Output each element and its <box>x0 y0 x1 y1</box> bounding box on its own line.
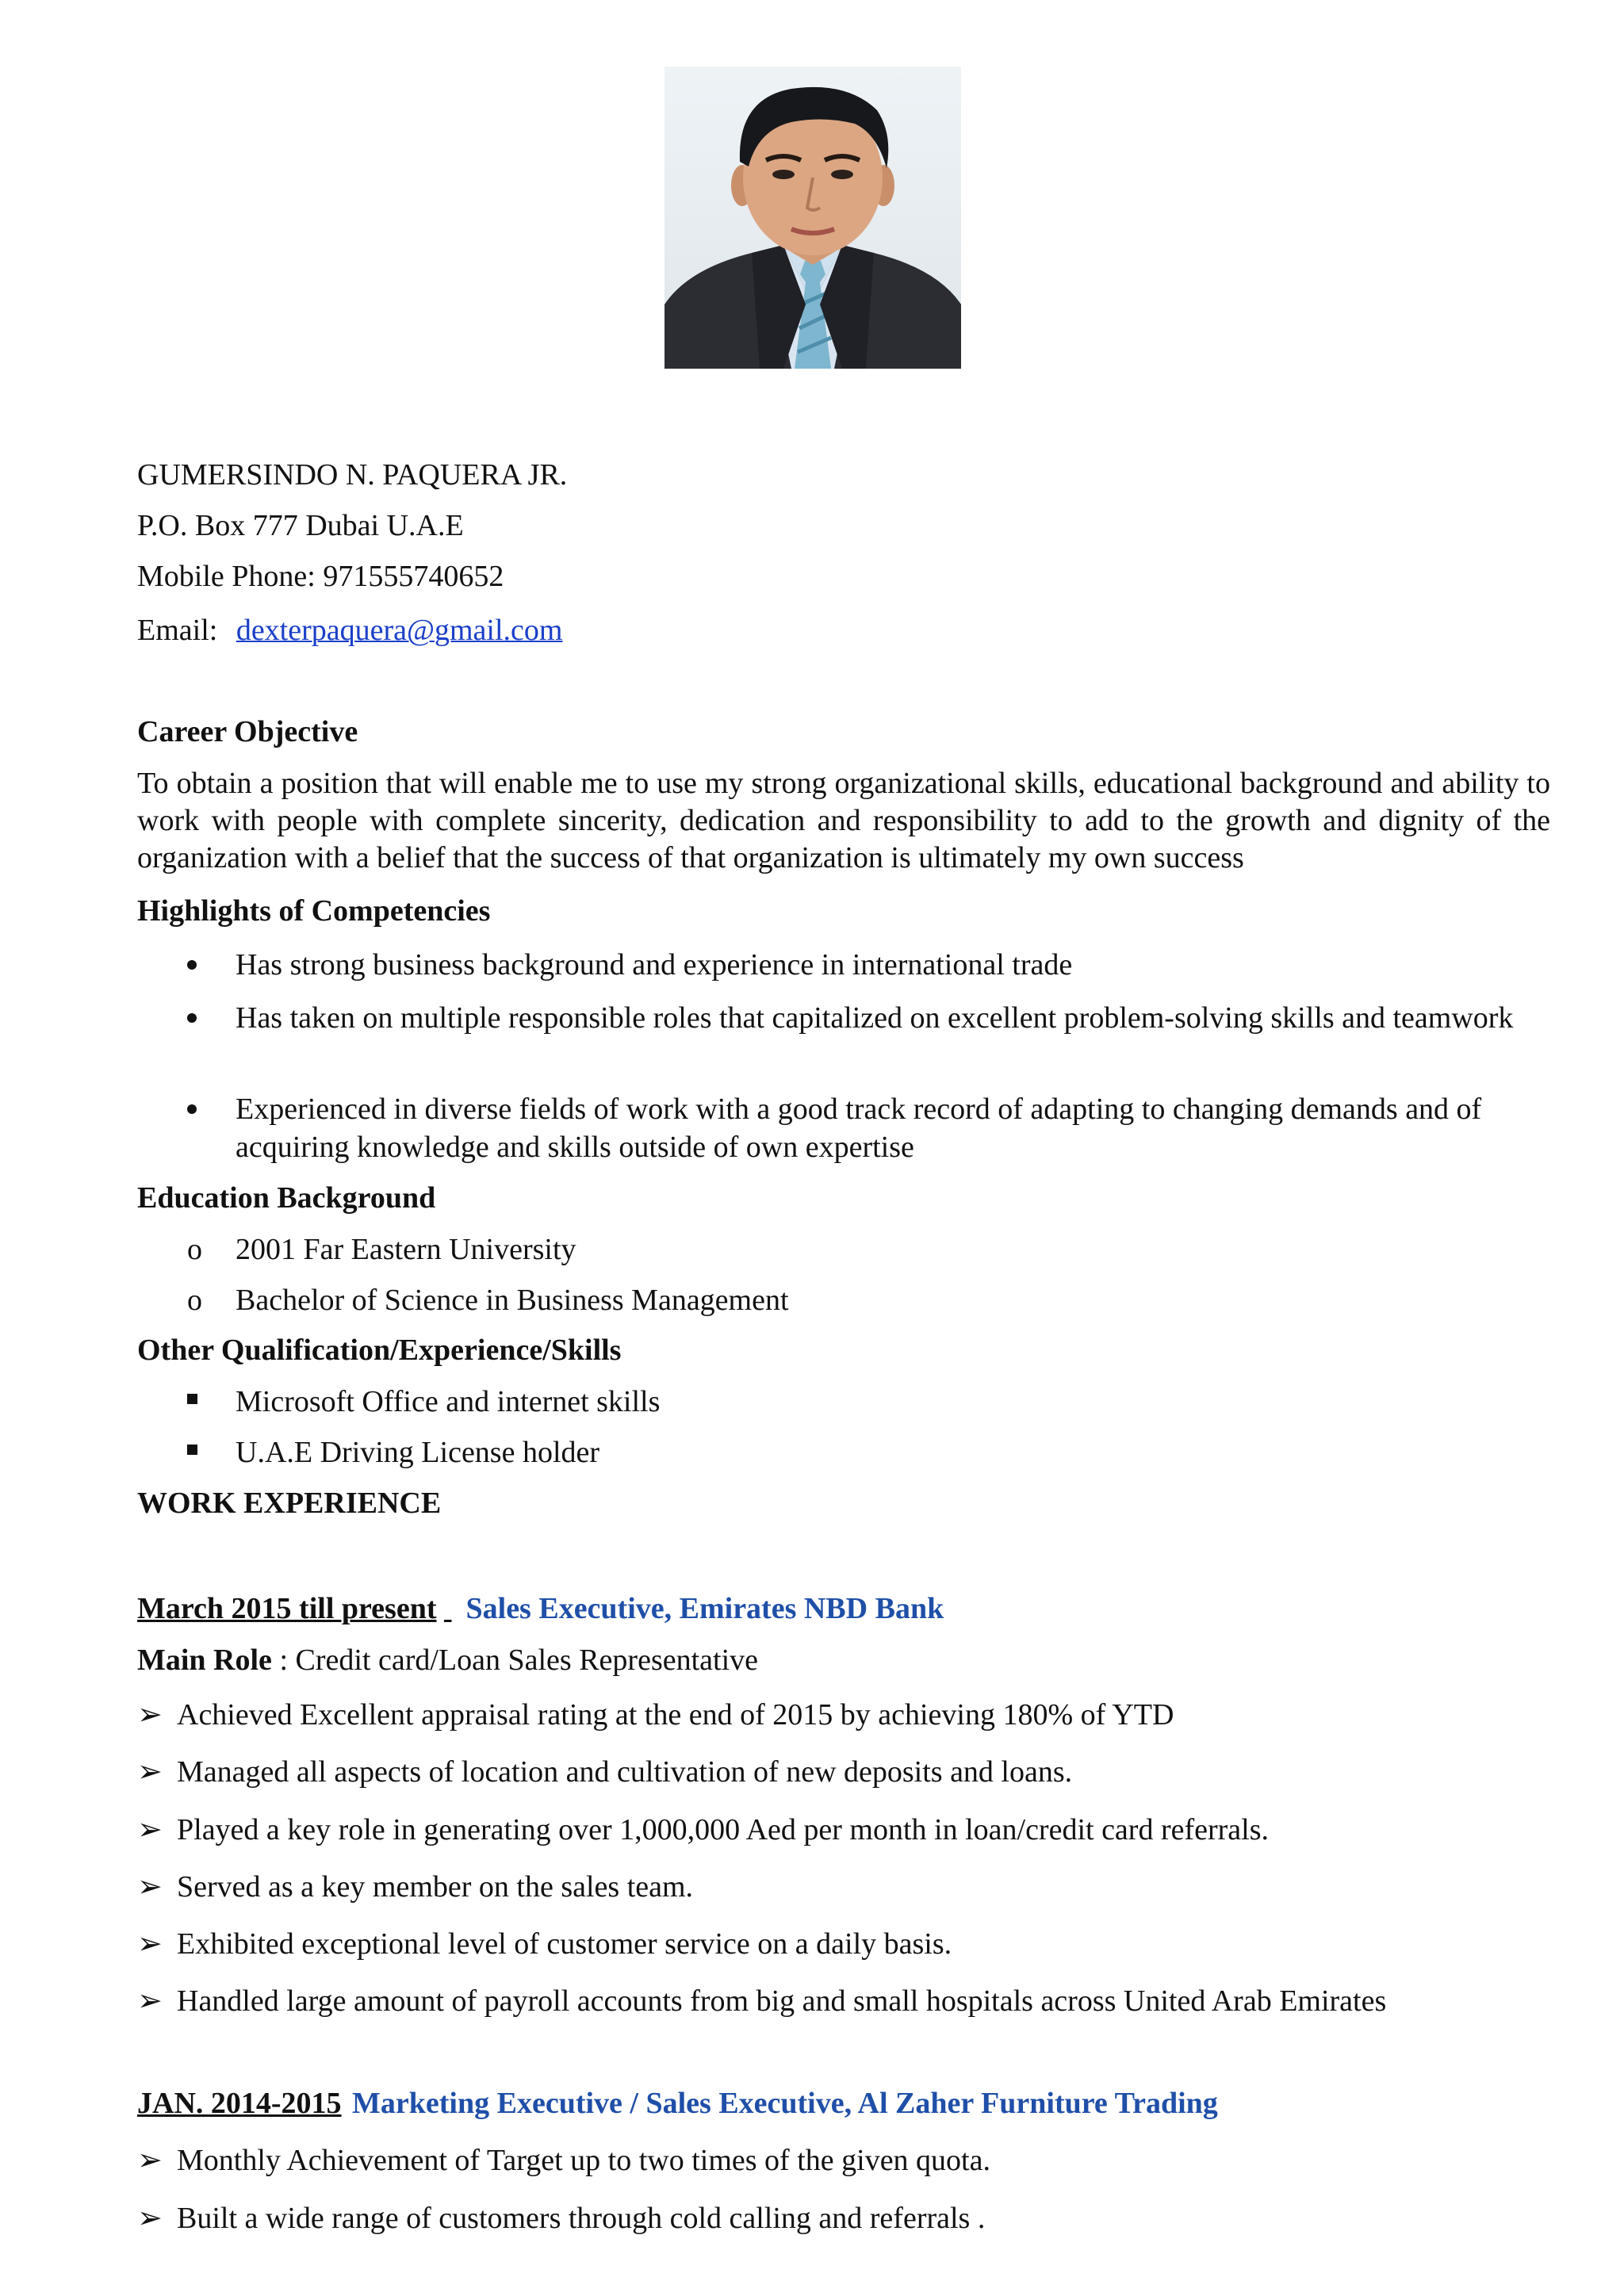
job2-item <box>137 2142 990 2179</box>
job1-item-text: Exhibited exceptional level of customer service on a daily basis. <box>177 1927 952 1961</box>
job2-item <box>137 2200 985 2237</box>
job1-item-text: Achieved Excellent appraisal rating at the end of 2015 by achieving 180% of YTD <box>177 1698 1174 1732</box>
job1-item <box>137 1812 1269 1848</box>
circle-bullet-icon: o <box>187 1233 202 1266</box>
job1-period-underline-gap <box>444 1590 454 1627</box>
career-objective-text: To obtain a position that will enable me to use my strong organizational skills, educational background and ability to work with people with complete sincerity, dedication and responsibility to add to the growth and dignity of the organization with a belief that the success of that organization is ultimately my own success <box>137 767 1550 874</box>
arrow-bullet-icon: ➢ <box>137 1984 163 2018</box>
job1-role <box>137 1642 758 1678</box>
profile-photo <box>665 67 961 369</box>
square-bullet-icon <box>187 1394 197 1404</box>
job1-header <box>137 1590 944 1627</box>
role-label: Main Role <box>137 1644 272 1677</box>
circle-bullet-icon: o <box>187 1284 202 1317</box>
skill-item: U.A.E Driving License holder <box>236 1436 600 1469</box>
competencies-heading: Highlights of Competencies <box>137 894 491 928</box>
job1-item-text: Handled large amount of payroll accounts from big and small hospitals across United Arab Emirates <box>177 1984 1387 2018</box>
arrow-bullet-icon: ➢ <box>137 1755 163 1789</box>
competency-item: Has taken on multiple responsible roles that capitalized on excellent problem-solving skills and teamwork <box>236 1001 1514 1035</box>
portrait-illustration <box>665 67 961 369</box>
arrow-bullet-icon: ➢ <box>137 1813 163 1846</box>
job1-period: March 2015 till present <box>137 1592 437 1625</box>
square-bullet-icon <box>187 1445 197 1455</box>
phone-line <box>137 558 504 595</box>
arrow-bullet-icon: ➢ <box>137 2202 163 2235</box>
phone-number: 971555740652 <box>323 560 504 593</box>
address: P.O. Box 777 Dubai U.A.E <box>137 509 464 542</box>
job2-item-text: Monthly Achievement of Target up to two times of the given quota. <box>177 2144 990 2177</box>
job1-item-text: Served as a key member on the sales team. <box>177 1870 694 1904</box>
arrow-bullet-icon: ➢ <box>137 1870 163 1904</box>
job1-item-text: Managed all aspects of location and cultivation of new deposits and loans. <box>177 1755 1073 1789</box>
job2-title: Marketing Executive / Sales Executive, Al Zaher Furniture Trading <box>352 2087 1218 2120</box>
job1-item <box>137 1869 693 1905</box>
career-objective-heading: Career Objective <box>137 715 358 748</box>
job1-title: Sales Executive, Emirates NBD Bank <box>465 1592 944 1625</box>
job1-item <box>137 1983 1386 2019</box>
bullet-icon <box>187 960 197 970</box>
competency-item: Experienced in diverse fields of work with a good track record of adapting to changing demands and of acquiring knowledge and skills outside of own expertise <box>236 1093 1482 1164</box>
skill-item: Microsoft Office and internet skills <box>236 1385 661 1418</box>
email-label: Email: <box>137 614 218 647</box>
work-experience-heading: WORK EXPERIENCE <box>137 1487 442 1520</box>
arrow-bullet-icon: ➢ <box>137 2144 163 2177</box>
job1-item <box>137 1697 1174 1733</box>
education-item: Bachelor of Science in Business Management <box>236 1284 789 1317</box>
bullet-icon <box>187 1104 197 1114</box>
other-qualification-heading: Other Qualification/Experience/Skills <box>137 1334 622 1367</box>
role-text: : Credit card/Loan Sales Representative <box>271 1644 759 1677</box>
arrow-bullet-icon: ➢ <box>137 1698 163 1732</box>
job1-item <box>137 1754 1072 1790</box>
email-line <box>137 612 562 649</box>
education-heading: Education Background <box>137 1181 436 1215</box>
job1-item-text: Played a key role in generating over 1,000,000 Aed per month in loan/credit card referrals. <box>177 1813 1270 1846</box>
applicant-name: GUMERSINDO N. PAQUERA JR. <box>137 458 568 492</box>
job2-header <box>137 2085 1218 2122</box>
competency-item: Has strong business background and experience in international trade <box>236 948 1073 982</box>
email-link[interactable]: dexterpaquera@gmail.com <box>236 614 563 647</box>
arrow-bullet-icon: ➢ <box>137 1927 163 1961</box>
phone-label: Mobile Phone: <box>137 560 316 593</box>
job2-item-text: Built a wide range of customers through cold calling and referrals . <box>177 2202 986 2235</box>
bullet-icon <box>187 1013 197 1023</box>
education-item: 2001 Far Eastern University <box>236 1233 576 1266</box>
job2-period: JAN. 2014-2015 <box>137 2087 342 2120</box>
job1-item <box>137 1926 952 1962</box>
